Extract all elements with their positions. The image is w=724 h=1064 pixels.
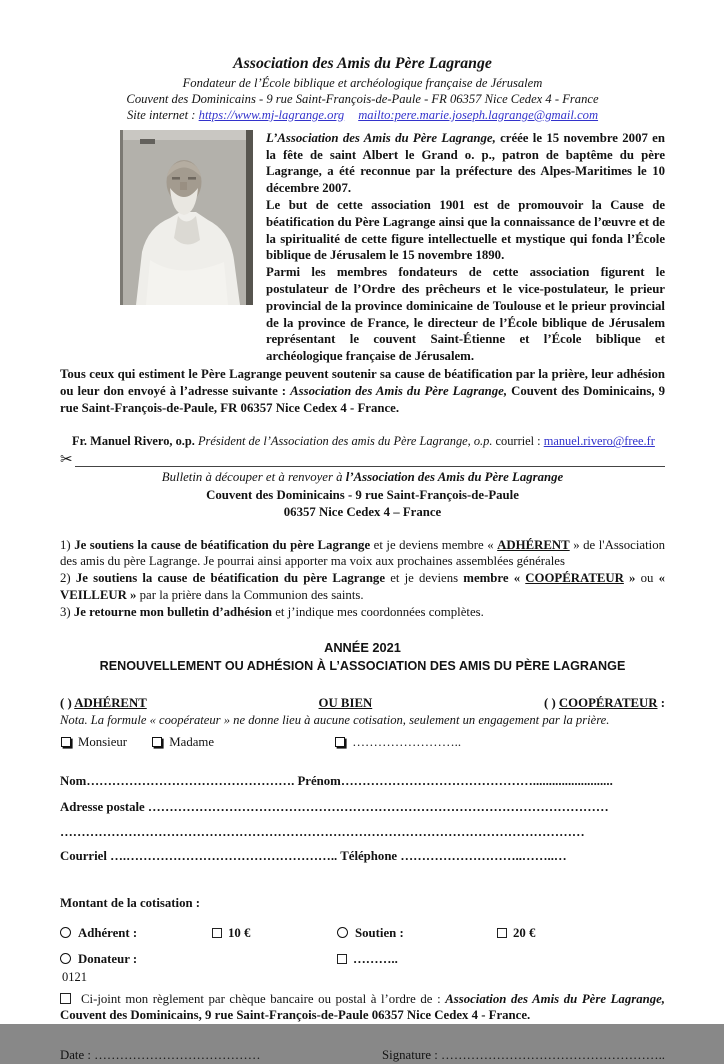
madame-label: Madame xyxy=(169,735,215,750)
cotisation-grid xyxy=(60,925,665,968)
signature-field: Signature : …………………………………………….. xyxy=(382,1048,665,1063)
portrait-pere-lagrange-image xyxy=(120,130,253,305)
condition-3: 3) Je retourne mon bulletin d’adhésion et j’indique mes coordonnées complètes. xyxy=(60,604,484,619)
nom-label: Nom xyxy=(60,774,87,789)
intro-paragraph-3: Parmi les membres fondateurs de cette association figurent le postulateur de l’Ordre des prêcheurs et le vice-postulateur, le prieur provincial de la province dominicaine de Toulouse et le prieur provincial de la province de France, le directeur de l’École biblique de Jérusalem représentant le couvent Saint-Étienne et l’École biblique et archéologique française de Jérusalem. xyxy=(266,265,665,364)
payment-paragraph: Ci-joint mon règlement par chèque bancaire ou postal à l’ordre de : Association des Amis du Père Lagrange, Couvent des Dominicains, 9 rue Saint-François-de-Paule 06357 Nice Cedex 4 - France. xyxy=(60,991,665,1023)
civility-row xyxy=(60,734,665,751)
date-signature-row xyxy=(60,1047,665,1064)
adherent-option[interactable]: ( ) ADHÉRENT xyxy=(60,695,147,710)
cut-rule xyxy=(75,454,665,467)
payment-checkbox-icon[interactable] xyxy=(60,993,71,1004)
header-address: Couvent des Dominicains - 9 rue Saint-François-de-Paule - FR 06357 Nice Cedex 4 - France xyxy=(126,91,599,106)
year-heading xyxy=(60,639,665,675)
date-input-dots[interactable]: ………………………………… xyxy=(94,1048,261,1063)
condition-2: 2) Je soutiens la cause de béatification du père Lagrange et je deviens membre « COOPÉRATEUR » ou « VEILLEUR » par la prière dans la Communion des saints. xyxy=(60,571,666,603)
amount-free-checkbox-icon[interactable] xyxy=(337,954,347,964)
president-name: Fr. Manuel Rivero, o.p. xyxy=(72,434,195,449)
footer-code: 0121 xyxy=(62,970,87,985)
monsieur-checkbox-icon[interactable] xyxy=(61,737,71,747)
adherent-cotisation: Adhérent : xyxy=(60,925,212,942)
soutien-radio-icon[interactable] xyxy=(337,927,348,938)
cooperateur-option[interactable]: ( ) COOPÉRATEUR : xyxy=(544,695,665,710)
name-field-row xyxy=(60,773,665,790)
adresse-input-dots2[interactable]: …………………………………………………………………………………………………………… xyxy=(60,824,585,839)
amount-10-checkbox-icon[interactable] xyxy=(212,928,222,938)
prenom-input-dots[interactable]: ………………………………………......................... xyxy=(340,774,613,789)
website-link[interactable]: https://www.mj-lagrange.org xyxy=(198,107,345,122)
intro-section xyxy=(60,130,665,365)
bulletin-line2: Couvent des Dominicains - 9 rue Saint-François-de-Paule xyxy=(206,487,519,502)
document-header xyxy=(60,56,665,123)
signature-input-dots[interactable]: …………………………………………….. xyxy=(441,1048,665,1063)
email-link[interactable]: mailto:pere.marie.joseph.lagrange@gmail.com xyxy=(358,107,599,122)
membership-choice-row xyxy=(60,695,665,712)
prenom-label: Prénom xyxy=(297,774,341,789)
association-name-italic: L’Association des Amis du Père Lagrange, xyxy=(266,130,496,145)
soutien-amount: 20 € xyxy=(497,925,665,942)
address-field-row2 xyxy=(60,824,665,841)
adresse-input-dots[interactable]: ……………………………………………………………………………………………… xyxy=(147,799,609,814)
cotisation-title: Montant de la cotisation : xyxy=(60,896,201,911)
header-links-line xyxy=(60,107,665,123)
membership-conditions xyxy=(60,537,665,621)
contact-field-row xyxy=(60,848,665,865)
bulletin-line1: Bulletin à découper et à renvoyer à l’Association des Amis du Père Lagrange xyxy=(161,470,564,485)
association-name-italic: Association des Amis du Père Lagrange, xyxy=(290,383,508,398)
adherent-amount: 10 € xyxy=(212,925,337,942)
association-name-italic: Association des Amis du Père Lagrange, xyxy=(445,991,665,1006)
portrait-photo xyxy=(120,130,253,365)
header-subtitle-founder: Fondateur de l’École biblique et archéologique française de Jérusalem xyxy=(182,75,543,90)
spacer-cell xyxy=(212,951,337,968)
telephone-label: Téléphone xyxy=(340,849,401,864)
telephone-input-dots[interactable]: ………………………..……..… xyxy=(400,849,567,864)
renewal-line: RENOUVELLEMENT OU ADHÉSION À L’ASSOCIATION DES AMIS DU PÈRE LAGRANGE xyxy=(99,658,626,673)
veilleur-keyword: « VEILLEUR » xyxy=(60,571,666,603)
soutien-cotisation: Soutien : xyxy=(337,925,497,942)
courriel-label: Courriel xyxy=(60,849,111,864)
nom-input-dots[interactable]: …………………………………………. xyxy=(86,774,298,789)
support-paragraph: Tous ceux qui estiment le Père Lagrange peuvent soutenir sa cause de béatification par la prière, leur adhésion ou leur don envoyé à l’adresse suivante : Association des Amis du Père Lagrange, Couvent des Dominicains, 9 rue Saint-François-de-Paule, FR 06357 Nice Cedex 4 - France. xyxy=(60,366,665,415)
president-email-link[interactable]: manuel.rivero@free.fr xyxy=(543,434,655,449)
address-field-row xyxy=(60,799,665,816)
donateur-cotisation: Donateur : xyxy=(60,951,212,968)
spacer-cell xyxy=(497,951,665,968)
donateur-amount: ……….. xyxy=(337,951,497,968)
date-field: Date : ………………………………… xyxy=(60,1048,261,1063)
other-dots: …………………….. xyxy=(352,735,462,750)
ou-bien-label: OU BIEN xyxy=(318,695,373,710)
courriel-input-dots[interactable]: ….………………………………………….. xyxy=(110,849,341,864)
cut-here-line xyxy=(60,451,665,467)
madame-checkbox-icon[interactable] xyxy=(152,737,162,747)
scissors-icon: ✂ xyxy=(60,452,73,469)
donateur-radio-icon[interactable] xyxy=(60,953,71,964)
year-line: ANNÉE 2021 xyxy=(324,639,401,655)
bulletin-return-address xyxy=(60,469,665,522)
amount-20-checkbox-icon[interactable] xyxy=(497,928,507,938)
intro-paragraph-1: L’Association des Amis du Père Lagrange, créée le 15 novembre 2007 en la fête de saint Albert le Grand o. p., patron de baptême du père Lagrange, a été reconnue par la préfecture des Alpes-Maritimes le 10 décembre 2007. xyxy=(266,130,665,196)
site-label: Site internet : xyxy=(126,107,199,122)
nota-line: Nota. La formule « coopérateur » ne donne lieu à aucune cotisation, seulement un engagement par la prière. xyxy=(60,713,610,728)
other-checkbox-icon[interactable] xyxy=(335,737,345,747)
adresse-label: Adresse postale xyxy=(60,799,148,814)
president-line xyxy=(60,433,665,450)
courriel-label: courriel : xyxy=(495,434,544,449)
adherent-radio-icon[interactable] xyxy=(60,927,71,938)
monsieur-label: Monsieur xyxy=(78,735,128,750)
adherent-keyword: ADHÉRENT xyxy=(497,537,570,552)
cooperateur-keyword: COOPÉRATEUR xyxy=(525,571,624,586)
page-title: Association des Amis du Père Lagrange xyxy=(233,55,492,72)
condition-1: 1) Je soutiens la cause de béatification du père Lagrange et je deviens membre « ADHÉRENT » de l'Association des amis du père Lagrange. Je pourrai ainsi apporter ma voix aux prochaines assemblées générales xyxy=(60,537,666,569)
intro-text-column xyxy=(266,130,665,365)
intro-paragraph-2: Le but de cette association 1901 est de promouvoir la Cause de béatification du Père Lagrange ainsi que la connaissance de l’œuvre et de la spiritualité de cette figure intellectuelle et mystique qui fonda l’École biblique de Jérusalem le 15 novembre 1890. xyxy=(266,197,665,263)
president-role: Président de l’Association des amis du Père Lagrange, o.p. xyxy=(194,434,496,449)
bulletin-line3: 06357 Nice Cedex 4 – France xyxy=(283,505,442,520)
